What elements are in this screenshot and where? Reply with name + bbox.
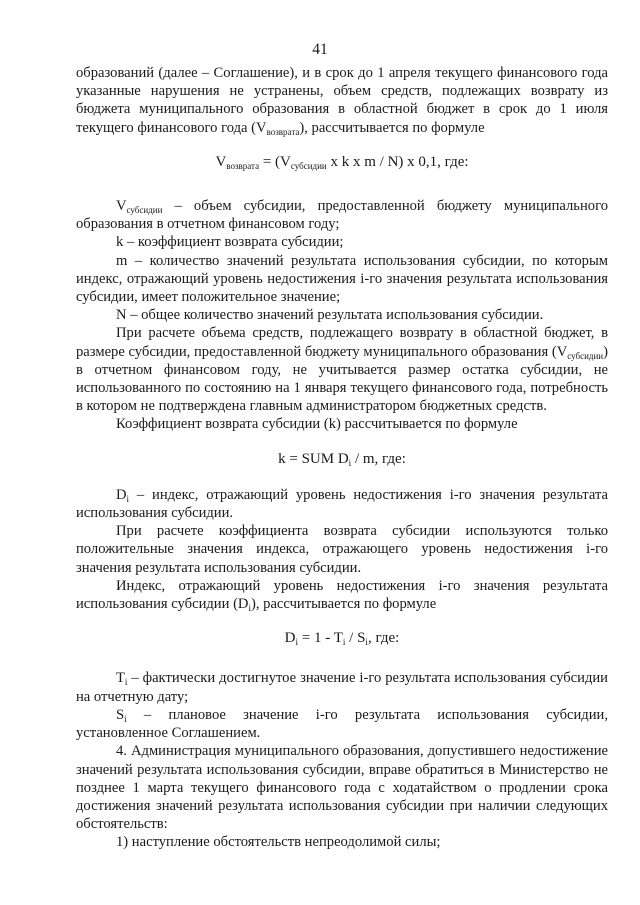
document-body <box>76 64 608 852</box>
definition-n: N – общее количество значений результата использования субсидии. <box>116 307 544 324</box>
definition-d-index: $D_i$ – индекс, отражающий уровень недостижения i-го значения результата использования субсидии. <box>76 486 608 522</box>
definition-k: k – коэффициент возврата субсидии; <box>116 234 344 251</box>
paragraph-return-volume: образований (далее – Соглашение), и в срок до 1 апреля текущего финансового года указанные нарушения не устранены, объем средств, подлежащих возврату из бюджета муниципального образования в областной бюджет в срок до 1 июля текущего финансового года $(V_{возврата})$, рассчитывается по формуле <box>76 65 608 137</box>
list-item-force-majeure: 1) наступление обстоятельств непреодолимой силы; <box>116 834 441 851</box>
definition-t: $T_i$ – фактически достигнутое значение i-го результата использования субсидии на отчетную дату; <box>76 670 608 705</box>
definition-v-subsidy: $V_{субсидии}$ – объем субсидии, предоставленной бюджету муниципального образования в отчетном финансовом году; <box>76 198 608 233</box>
paragraph-index-intro: Индекс, отражающий уровень недостижения i-го значения результата использования субсидии $(D_i)$, рассчитывается по формуле <box>76 577 608 614</box>
formula-return-volume: $V_{возврата} = (V_{субсидии}$ x k x m / N) x 0,1, где: <box>215 153 469 171</box>
paragraph-coefficient-intro: Коэффициент возврата субсидии (k) рассчитывается по формуле <box>116 416 518 433</box>
paragraph-extension-request: 4. Администрация муниципального образования, допустившего недостижение значений результата использования субсидии, вправе обратиться в Министерство не позднее 1 марта текущего финансового года с ходатайством о продлении срока достижения значений результата использования субсидии при наличии следующих обстоятельств: <box>76 743 608 833</box>
paragraph-positive-values: При расчете коэффициента возврата субсидии используются только положительные значения индекса, отражающего уровень недостижения i-го значения результата использования субсидии. <box>76 523 608 576</box>
formula-coefficient: k = SUM $D_i$ / m, где: <box>278 450 406 468</box>
formula-index: $D_i = 1 - T_i / S_i$, где: <box>284 630 400 648</box>
definition-m: m – количество значений результата использования субсидии, по которым индекс, отражающий уровень недостижения i-го значения результата использования субсидии, имеет положительное значение; <box>76 252 608 306</box>
paragraph-calculation-note: При расчете объема средств, подлежащего возврату в областной бюджет, в размере субсидии, предоставленной бюджету муниципального образования $(V_{субсидии})$ в отчетном финансовом году, не учитывается размер остатка субсидии, не использованного по состоянию на 1 января текущего финансового года, потребность в котором не подтверждена главным администратором бюджетных средств. <box>76 325 608 415</box>
definition-s: $S_i$ – плановое значение i-го результата использования субсидии, установленное Соглашением. <box>76 706 608 742</box>
page-number: 41 <box>312 41 328 58</box>
